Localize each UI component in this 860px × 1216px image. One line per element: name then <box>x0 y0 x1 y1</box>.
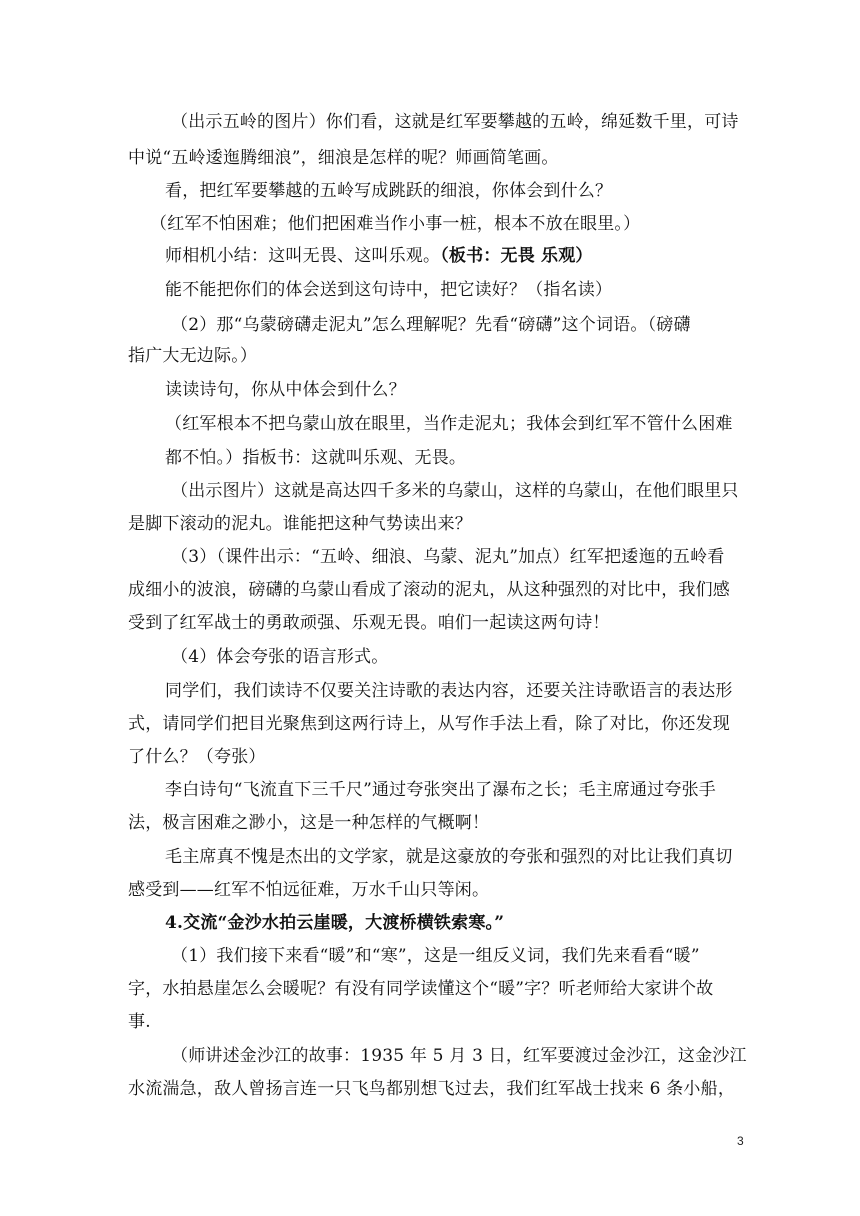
paragraph-line: （红军不怕困难；他们把困难当作小事一桩，根本不放在眼里。） <box>150 214 641 234</box>
paragraph-line: 法，极言困难之渺小，这是一种怎样的气概啊！ <box>128 813 490 833</box>
paragraph-line: 受到了红军战士的勇敢顽强、乐观无畏。咱们一起读这两句诗！ <box>128 613 610 633</box>
paragraph-line: 感受到——红军不怕远征难，万水千山只等闲。 <box>128 880 490 900</box>
paragraph-line: 同学们，我们读诗不仅要关注诗歌的表达内容，还要关注诗歌语言的表达形 <box>165 681 733 701</box>
summary-text: 师相机小结：这叫无畏、这叫乐观。 <box>165 246 441 266</box>
paragraph-line: 看，把红军要攀越的五岭写成跳跃的细浪，你体会到什么？ <box>165 181 613 201</box>
paragraph-line: 中说“五岭逶迤腾细浪”，细浪是怎样的呢？师画简笔画。 <box>128 148 559 168</box>
paragraph-line: 字，水拍悬崖怎么会暖呢？有没有同学读懂这个“暖”字？听老师给大家讲个故 <box>128 979 714 999</box>
paragraph-line: 式，请同学们把目光聚焦到这两行诗上，从写作手法上看，除了对比，你还发现 <box>128 714 730 734</box>
paragraph-line: 是脚下滚动的泥丸。谁能把这种气势读出来？ <box>128 514 472 534</box>
paragraph-line: （3）（课件出示：“五岭、细浪、乌蒙、泥丸”加点）红军把逶迤的五岭看 <box>171 547 725 567</box>
summary-line <box>165 246 593 266</box>
paragraph-line: （红军根本不把乌蒙山放在眼里，当作走泥丸；我体会到红军不管什么困难 <box>165 414 733 434</box>
paragraph-line: 成细小的波浪，磅礴的乌蒙山看成了滚动的泥丸，从这种强烈的对比中，我们感 <box>128 580 730 600</box>
paragraph-line: 事. <box>128 1012 151 1032</box>
paragraph-line: （出示图片）这就是高达四千多米的乌蒙山，这样的乌蒙山，在他们眼里只 <box>171 481 739 501</box>
paragraph-line: 能不能把你们的体会送到这句诗中，把它读好？（指名读） <box>165 280 613 300</box>
paragraph-line: （师讲述金沙江的故事：1935 年 5 月 3 日，红军要渡过金沙江，这金沙江 <box>171 1046 747 1066</box>
paragraph-line: 水流湍急，敌人曾扬言连一只飞鸟都别想飞过去，我们红军战士找来 6 条小船， <box>128 1079 736 1099</box>
paragraph-line: 指广大无边际。） <box>128 346 258 366</box>
paragraph-line: 毛主席真不愧是杰出的文学家，就是这豪放的夸张和强烈的对比让我们真切 <box>165 847 733 867</box>
paragraph-line: 都不怕。）指板书：这就叫乐观、无畏。 <box>165 448 467 468</box>
paragraph-line: 了什么？（夸张） <box>128 747 266 767</box>
paragraph-line: （出示五岭的图片）你们看，这就是红军要攀越的五岭，绵延数千里，可诗 <box>171 112 739 132</box>
paragraph-line: 李白诗句“飞流直下三千尺”通过夸张突出了瀑布之长；毛主席通过夸张手 <box>165 780 716 800</box>
blackboard-note: （板书：无畏 乐观） <box>440 246 593 266</box>
paragraph-line: （1）我们接下来看“暖”和“寒”，这是一组反义词，我们先来看看“暖” <box>171 946 700 966</box>
paragraph-line: （2）那“乌蒙磅礴走泥丸”怎么理解呢？先看“磅礴”这个词语。（磅礴 <box>171 315 691 335</box>
section-heading: 4.交流“金沙水拍云崖暖，大渡桥横铁索寒。” <box>165 913 505 933</box>
page-number: 3 <box>737 1134 744 1148</box>
paragraph-line: 读读诗句，你从中体会到什么？ <box>165 380 406 400</box>
paragraph-line: （4）体会夸张的语言形式。 <box>171 647 389 667</box>
